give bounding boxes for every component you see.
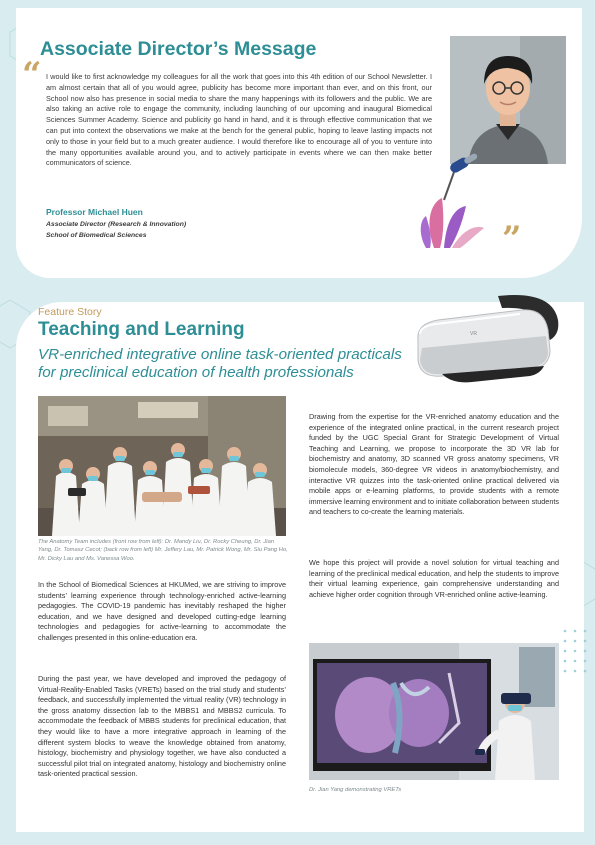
- close-quote-mark: ”: [502, 219, 522, 259]
- microphone-plant-illustration: [414, 150, 504, 250]
- feature-subtitle-line2: for preclinical education of health professionals: [38, 364, 354, 381]
- signature-unit: School of Biomedical Sciences: [46, 232, 147, 239]
- feature-label: Feature Story: [38, 306, 102, 318]
- anatomy-team-caption: The Anatomy Team includes (front row from left): Dr. Mandy Liu, Dr. Rocky Cheung, Dr. Jian Yang, Dr. Tomasz Cecot; (back row from left) Mr. Jeffery Lau, Mr. Patrick Wong, Mr. Siu Pang Ho, Mr. Dicky Lau and Ms. Vanessa Woo.: [38, 539, 288, 562]
- left-paragraph-2: During the past year, we have developed and improved the pedagogy of Virtual-Reality-Enabled Tasks (VRETs) based on the trial study and students’ feedback, and successfully implemented the virtual reality (VR) technology in the gross anatomy dissection lab to the MBBS1 and MBBS2 curricula. To accommodate the feedback of MBBS students for preclinical education, that they would like to have a more integrative approach in learning of the different system blocks to weave the knowledge obtained from anatomy, histology, biochemistry and physiology together, we have also conducted a successful pilot trial on integrated anatomy, histology and biochemistry online task-oriented practical session.: [38, 674, 286, 779]
- director-portrait-photo: [450, 36, 566, 164]
- anatomy-team-photo: [38, 396, 286, 536]
- director-message-title: Associate Director’s Message: [40, 38, 317, 60]
- right-paragraph-2: We hope this project will provide a novel solution for virtual teaching and learning of the preclinical medical education, and help the students to improve their virtual learning experience, gain comprehensive understanding and achieve higher order cognition through VR-enriched online active-learning.: [309, 558, 559, 599]
- feature-subtitle-line1: VR-enriched integrative online task-oriented practicals: [38, 346, 402, 363]
- feature-title: Teaching and Learning: [38, 319, 245, 340]
- open-quote-mark: “: [22, 55, 42, 95]
- signature-name: Professor Michael Huen: [46, 207, 143, 217]
- director-message-body: I would like to first acknowledge my colleagues for all the work that goes into this 4th edition of our School Newsletter. I am almost certain that all of you would agree, publicity has become more important than ever, and on this front, our School now also has presence in social media to share the many happenings with its followers and the public. We are also taking an active role to engage the community, including launching of our upcoming and inaugural Biomedical Sciences Summer Academy. Science and publicity go hand in hand, and it is through effective communication that we can put into context the observations we make at the bench for the general public, hoping to leave lasting impacts not only to those in your field but to a much greater audience. I would therefore like to encourage all of you to venture into the many opportunities available around you, and to actively participate in events where we can then make better communicators of science.: [46, 72, 432, 168]
- feature-subtitle: [38, 346, 402, 382]
- decorative-dot-grid: [560, 626, 590, 686]
- left-paragraph-1: In the School of Biomedical Sciences at HKUMed, we are striving to improve students’ learning experience through technology-enriched active-learning pedagogies. The COVID-19 pandemic has inevitably reshaped the higher education, and we have designed and developed cutting-edge learning technologies and pedagogies for active-learning to accommodate the challenges presented in this online-education era.: [38, 580, 286, 642]
- signature-role: Associate Director (Research & Innovation): [46, 221, 187, 228]
- right-paragraph-1: Drawing from the expertise for the VR-enriched anatomy education and the experience of the integrated online practical, in the current research project funded by the UGC Special Grant for Strategic Development of Virtual Teaching and Learning, we propose to incorporate the 3D VR lab for biochemistry and anatomy, 3D scanned VR gross anatomy specimens, VR biomolecule models, 360-degree VR videos in anatomy/biochemistry, and interactive VR quizzes into the task-oriented online practical delivered via mobile apps or e-learning platforms, to provide students with a remote immersive learning environment and to initiate collaboration between students and teachers to co-create the learning materials.: [309, 412, 559, 517]
- vret-demonstration-caption: Dr. Jian Yang demonstrating VRETs: [309, 787, 402, 793]
- svg-text:VR: VR: [470, 331, 477, 337]
- vret-demonstration-photo: [309, 643, 559, 780]
- vr-headset-illustration: [412, 290, 562, 390]
